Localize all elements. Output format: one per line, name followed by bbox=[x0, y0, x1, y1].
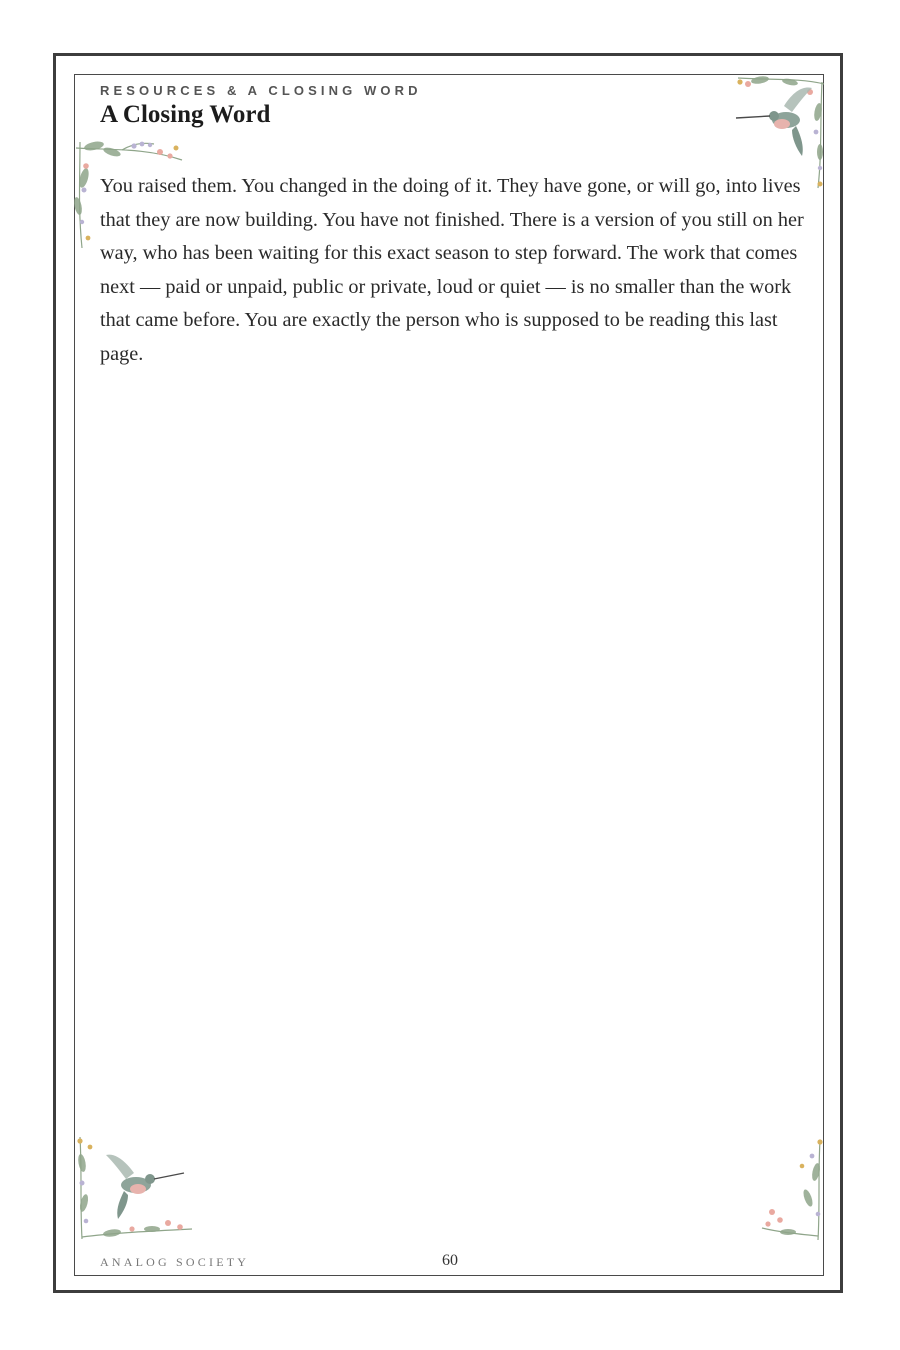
body-paragraph: You raised them. You changed in the doing of it. They have gone, or will go, into lives that they are now building. You have not finished. There is a version of you still on her way, who has been waiting for this exact season to step forward. The work that comes next — paid or unpaid, public or private, loud or quiet — is no smaller than the work that came before. You are exactly the person who is supposed to be reading this last page. bbox=[100, 175, 804, 365]
footer-brand: ANALOG SOCIETY bbox=[100, 1255, 250, 1269]
page-number: 60 bbox=[442, 1252, 458, 1269]
section-label: RESOURCES & A CLOSING WORD bbox=[100, 83, 422, 98]
page-title: A Closing Word bbox=[100, 101, 271, 128]
